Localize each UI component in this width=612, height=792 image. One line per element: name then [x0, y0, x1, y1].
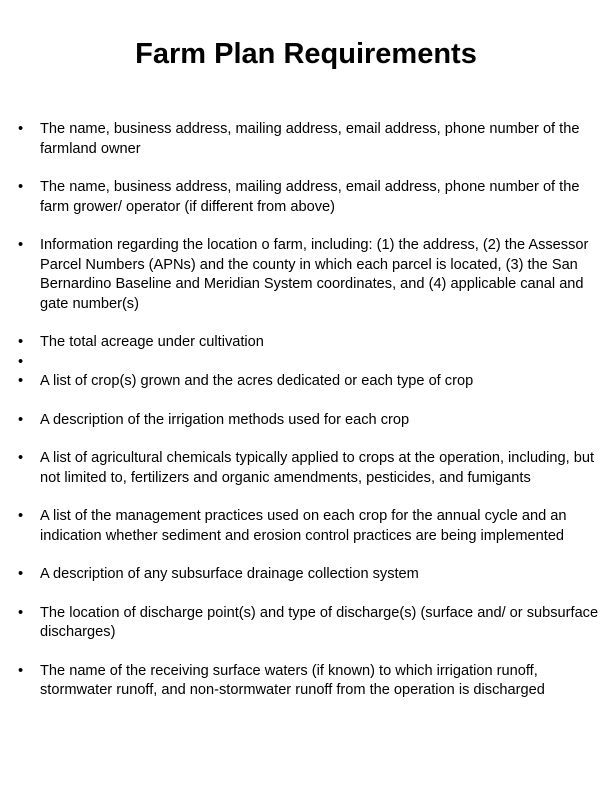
list-item-text: The name, business address, mailing address, email address, phone number of the farmland owner	[40, 121, 580, 157]
list-item-text: The total acreage under cultivation	[40, 334, 264, 350]
requirements-list	[18, 120, 602, 701]
list-item	[18, 662, 602, 701]
bullet-icon: •	[18, 566, 24, 582]
bullet-icon: •	[18, 237, 24, 253]
list-item-text: The location of discharge point(s) and type of discharge(s) (surface and/ or subsurface discharges)	[40, 604, 599, 640]
list-item-text: A description of any subsurface drainage collection system	[40, 566, 419, 582]
list-item	[18, 333, 602, 353]
bullet-icon: •	[18, 121, 24, 137]
list-item-text: A list of agricultural chemicals typically applied to crops at the operation, including, but not limited to, fertilizers and organic amendments, pesticides, and fumigants	[40, 450, 595, 486]
list-item	[18, 411, 602, 431]
list-item-text: The name of the receiving surface waters (if known) to which irrigation runoff, stormwater runoff, and non-stormwater runoff from the operation is discharged	[40, 662, 545, 698]
bullet-icon: •	[18, 450, 24, 466]
list-item	[18, 449, 602, 488]
list-item-text: A description of the irrigation methods used for each crop	[40, 411, 410, 428]
bullet-icon: •	[18, 604, 24, 621]
bullet-icon: •	[18, 334, 24, 350]
bullet-icon: •	[18, 508, 24, 524]
bullet-icon: •	[18, 373, 24, 389]
list-item-text: A list of crop(s) grown and the acres dedicated or each type of crop	[40, 373, 474, 389]
bullet-icon: •	[18, 662, 24, 679]
list-item	[18, 565, 602, 585]
list-item	[18, 178, 602, 217]
list-item	[18, 120, 602, 159]
list-item-text	[40, 353, 602, 373]
bullet-icon: •	[18, 179, 24, 195]
list-item-text: The name, business address, mailing address, email address, phone number of the farm grower/ operator (if different from above)	[40, 179, 580, 215]
list-item-text: Information regarding the location o farm, including: (1) the address, (2) the Assessor Parcel Numbers (APNs) and the county in which each parcel is located, (3) the San Bernardino Baseline and Meridian System coordinates, and (4) applicable canal and gate number(s)	[40, 237, 589, 312]
bullet-icon: •	[18, 411, 24, 428]
page-title: Farm Plan Requirements	[135, 38, 477, 70]
list-item	[18, 372, 602, 392]
list-item	[18, 236, 602, 314]
list-item	[18, 604, 602, 643]
bullet-icon: •	[18, 353, 24, 370]
list-item	[18, 353, 602, 373]
list-item-text: A list of the management practices used on each crop for the annual cycle and an indication whether sediment and erosion control practices are being implemented	[40, 508, 567, 544]
list-item	[18, 507, 602, 546]
